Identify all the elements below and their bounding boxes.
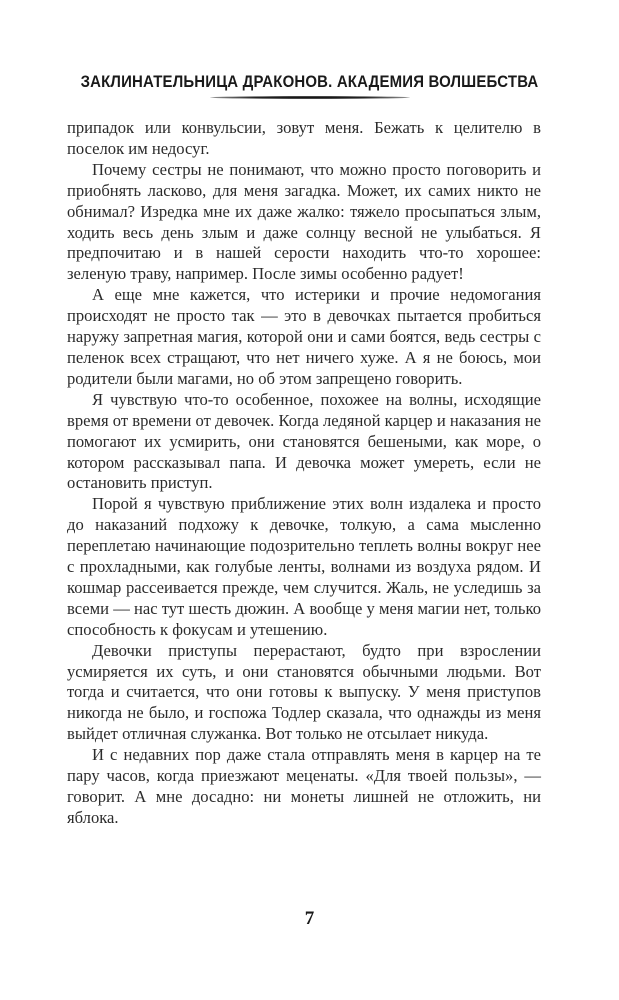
paragraph: Порой я чувствую приближение этих волн издалека и просто до наказаний подхожу к девочке, толкую, а сама мысленно переплетаю начинающие подозрительно теплеть волны вокруг нее с прохладными, как голубые ленты, волнами из воздуха рядом. И кошмар рассеивается прежде, чем случится. Жаль, не уследишь за всеми — нас тут шесть дюжин. А вообще у меня магии нет, только способность к фокусам и утешению.	[67, 494, 541, 639]
paragraph: Я чувствую что-то особенное, похожее на волны, исходящие время от времени от девочек. Когда ледяной карцер и наказания не помогают их усмирить, они становятся бешеными, как море, о котором рассказывал папа. И девочка может умереть, если не остановить приступ.	[67, 389, 541, 493]
body-text	[67, 118, 541, 829]
paragraph: Девочки приступы перерастают, будто при взрослении усмиряется их суть, и они становятся обычными людьми. Вот тогда и считается, что они готовы к выпуску. У меня приступов никогда не было, и госпожа Тодлер сказала, что однажды из меня выйдет отличная служанка. Вот только не отсылает никуда.	[67, 640, 541, 744]
header-ornament-rule	[210, 96, 410, 99]
paragraph: И с недавних пор даже стала отправлять меня в карцер на те пару часов, когда приезжают меценаты. «Для твоей пользы», — говорит. А мне досадно: ни монеты лишней не отложить, ни яблока.	[67, 745, 541, 827]
paragraph: припадок или конвульсии, зовут меня. Бежать к целителю в поселок им недосуг.	[67, 118, 541, 158]
running-head: ЗАКЛИНАТЕЛЬНИЦА ДРАКОНОВ. АКАДЕМИЯ ВОЛШЕБСТВА	[80, 72, 539, 91]
paragraph: Почему сестры не понимают, что можно просто поговорить и приобнять ласково, для меня загадка. Может, их самих никто не обнимал? Изредка мне их даже жалко: тяжело просыпаться злым, ходить весь день злым и даже солнцу весной не улыбаться. Я предпочитаю и в нашей серости находить что-то хорошее: зеленую траву, например. После зимы особенно радует!	[67, 159, 541, 284]
paragraph: А еще мне кажется, что истерики и прочие недомогания происходят не просто так — это в девочках пытается пробиться наружу запретная магия, которой они и сами боятся, ведь сестры с пеленок всех стращают, что нет ничего хуже. А я не боюсь, мои родители были магами, но об этом запрещено говорить.	[67, 285, 541, 388]
page-number: 7	[304, 908, 315, 929]
